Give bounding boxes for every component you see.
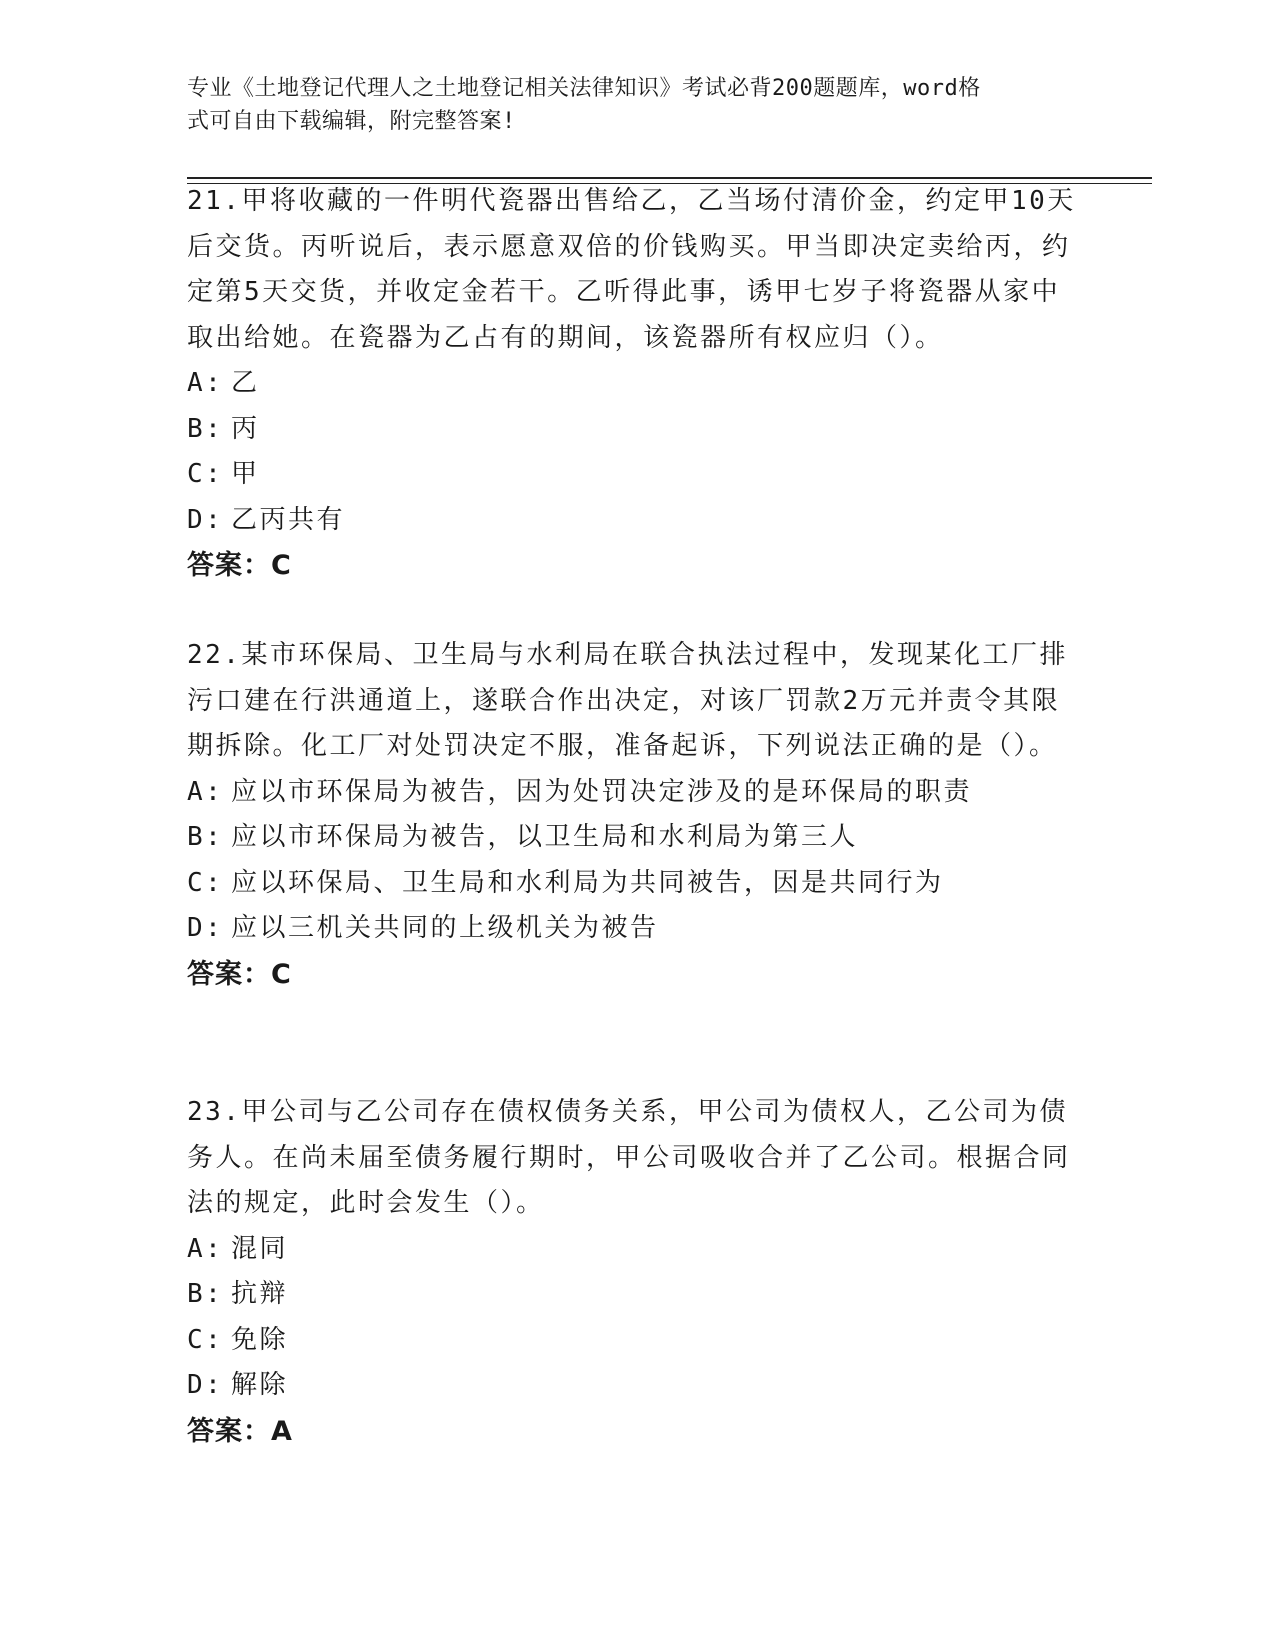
option-d — [187, 498, 1077, 544]
header-line-2: 式可自由下载编辑，附完整答案! — [187, 109, 516, 134]
question-stem: 21.甲将收藏的一件明代瓷器出售给乙，乙当场付清价金，约定甲10天后交货。丙听说后，表示愿意双倍的价钱购买。甲当即决定卖给丙，约定第5天交货，并收定金若干。乙听得此事，诱甲七岁子将瓷器从家中取出给她。在瓷器为乙占有的期间，该瓷器所有权应归（）。 — [187, 186, 1076, 353]
option-c — [187, 861, 1077, 907]
question-21 — [187, 179, 1077, 589]
option-d — [187, 1363, 1077, 1409]
option-a — [187, 361, 1077, 407]
option-key: B: — [187, 1279, 224, 1309]
option-d — [187, 906, 1077, 952]
question-23 — [187, 1090, 1077, 1454]
option-key: D: — [187, 913, 224, 943]
option-text: 免除 — [231, 1324, 289, 1355]
question-stem: 22.某市环保局、卫生局与水利局在联合执法过程中，发现某化工厂排污口建在行洪通道上，遂联合作出决定，对该厂罚款2万元并责令其限期拆除。化工厂对处罚决定不服，准备起诉，下列说法正确的是（）。 — [187, 640, 1068, 761]
option-b — [187, 407, 1077, 453]
option-key: C: — [187, 459, 224, 489]
option-key: A: — [187, 776, 224, 807]
option-text: 应以市环保局为被告，以卫生局和水利局为第三人 — [231, 822, 859, 852]
option-text: 应以环保局、卫生局和水利局为共同被告，因是共同行为 — [231, 867, 944, 898]
option-key: B: — [187, 822, 224, 852]
option-text: 抗辩 — [231, 1279, 289, 1309]
question-stem: 23.甲公司与乙公司存在债权债务关系，甲公司为债权人，乙公司为债务人。在尚未届至债务履行期时，甲公司吸收合并了乙公司。根据合同法的规定，此时会发生（）。 — [187, 1097, 1071, 1218]
option-key: A: — [187, 1233, 224, 1264]
option-text: 解除 — [231, 1370, 289, 1400]
option-key: A: — [187, 368, 224, 398]
answer-line: 答案：C — [187, 958, 292, 990]
question-22 — [187, 633, 1077, 997]
answer-line: 答案：C — [187, 550, 292, 581]
option-key: D: — [187, 504, 224, 535]
answer-line: 答案：A — [187, 1415, 293, 1447]
option-c — [187, 452, 1077, 498]
option-text: 乙 — [231, 368, 260, 398]
option-text: 混同 — [231, 1233, 289, 1264]
header-line-1: 专业《土地登记代理人之土地登记相关法律知识》考试必背200题题库，word格 — [187, 76, 981, 101]
option-c — [187, 1318, 1077, 1364]
option-text: 丙 — [231, 413, 260, 444]
option-text: 应以市环保局为被告，因为处罚决定涉及的是环保局的职责 — [231, 776, 973, 807]
option-text: 乙丙共有 — [231, 504, 346, 535]
option-key: D: — [187, 1370, 224, 1400]
option-b — [187, 1272, 1077, 1318]
option-text: 应以三机关共同的上级机关为被告 — [231, 913, 659, 943]
option-key: C: — [187, 867, 224, 898]
option-a — [187, 770, 1077, 816]
option-key: B: — [187, 413, 224, 444]
option-a — [187, 1227, 1077, 1273]
document-header — [187, 72, 1077, 138]
option-key: C: — [187, 1324, 224, 1355]
option-b — [187, 815, 1077, 861]
option-text: 甲 — [231, 459, 260, 489]
